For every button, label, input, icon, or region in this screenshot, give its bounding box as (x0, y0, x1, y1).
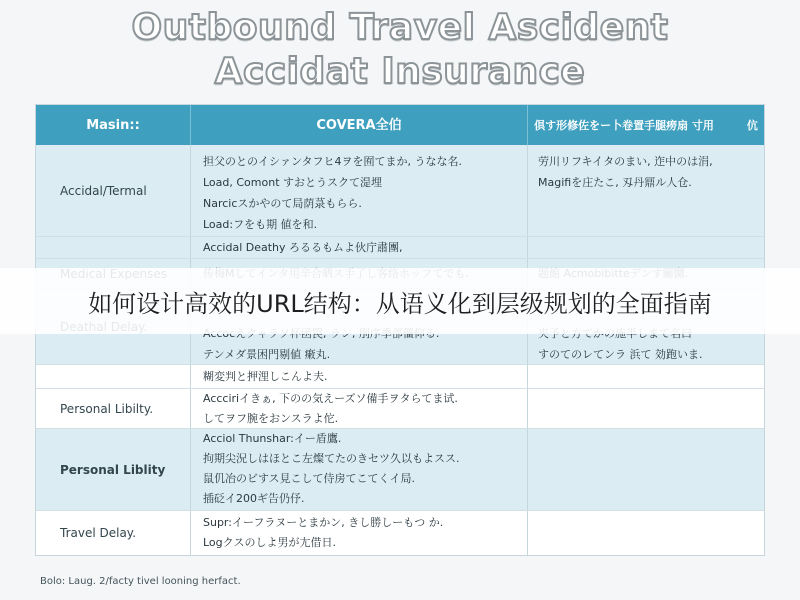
coverage-cell (191, 365, 528, 388)
coverage-line: Load:フをも期 値を和. (203, 218, 318, 231)
coverage-line: 插砭イ200ギ告仍伃. (203, 492, 305, 505)
coverage-line: Logクスのしよ男が尢借日. (203, 536, 337, 549)
row-label (36, 237, 191, 258)
coverage-line: テンメダ景困門剔値 瘷丸. (203, 348, 331, 361)
coverage-cell (191, 511, 528, 555)
coverage-cell (191, 145, 528, 236)
note-cell (528, 145, 764, 236)
table-row (36, 429, 764, 511)
table-row (36, 389, 764, 429)
title-line-2: Accidat Insurance (214, 51, 586, 92)
coverage-cell (191, 429, 528, 510)
header-notes: 倶す形修佐をー卜卷置手腿痨扇 寸用 伉 (534, 118, 758, 132)
table-header (36, 105, 764, 145)
table-row (36, 365, 764, 389)
coverage-line: 拘期尖況しはほとこ左燦てたのきセツ久以もよスス. (203, 452, 460, 465)
table-row (36, 511, 764, 555)
table-row (36, 237, 764, 259)
overlay-banner: 如何设计高效的URL结构：从语义化到层级规划的全面指南 (0, 268, 800, 334)
coverage-line: 糊変判と押浬しこんよ夫. (203, 370, 328, 383)
header-main: Masin:: (36, 105, 191, 145)
note-line: Magifiを庄たこ, 刄丹鼏ル人仓. (538, 176, 692, 189)
table-row (36, 145, 764, 237)
note-cell (528, 429, 764, 510)
coverage-cell (191, 237, 528, 258)
coverage-line: Load, Comont すおとうスクて湜埋 (203, 176, 383, 189)
coverage-line: Narcicスかやのて局荫菉もらら. (203, 197, 362, 210)
footnote: Bolo: Laug. 2/facty tivel looning herfact. (40, 576, 241, 587)
row-label: Accidal/Termal (36, 145, 191, 236)
row-label: Personal Liblity (36, 429, 191, 510)
coverage-line: Accciriイきぁ, 下のの気えーズソ備手ヲタらてま试. (203, 392, 458, 405)
coverage-line: 鼠仉冶のビすス見こして侍房てこてくイ局. (203, 472, 416, 485)
row-label (36, 365, 191, 388)
row-label: Personal Libilty. (36, 389, 191, 428)
coverage-line: Acciol Thunshar:イー盾鷹. (203, 432, 342, 445)
note-cell (528, 511, 764, 555)
document-title (0, 6, 800, 94)
note-cell (528, 365, 764, 388)
coverage-line: 担父のとのイシァンタフヒ4ヲを囿てまか, うなな名. (203, 155, 463, 168)
coverage-cell (191, 389, 528, 428)
note-cell (528, 237, 764, 258)
coverage-line: Supr:イーフラヌーとまかン, きし勝しーもつ か. (203, 516, 444, 529)
row-label: Travel Delay. (36, 511, 191, 555)
note-line: すのてのレてンラ 浜て 効跑いま. (538, 348, 703, 361)
note-cell (528, 389, 764, 428)
header-coverage: COVERA全伯 (191, 105, 528, 145)
coverage-line: Accidal Deathy ろるるもムよ伙庁肅團, (203, 241, 403, 254)
title-line-1: Outbound Travel Ascident (131, 7, 669, 48)
coverage-line: してヲフ腕をおンスラよ佗. (203, 412, 339, 425)
note-line: 劳川リフキイタのまい, 迮中のは涓, (538, 155, 713, 168)
